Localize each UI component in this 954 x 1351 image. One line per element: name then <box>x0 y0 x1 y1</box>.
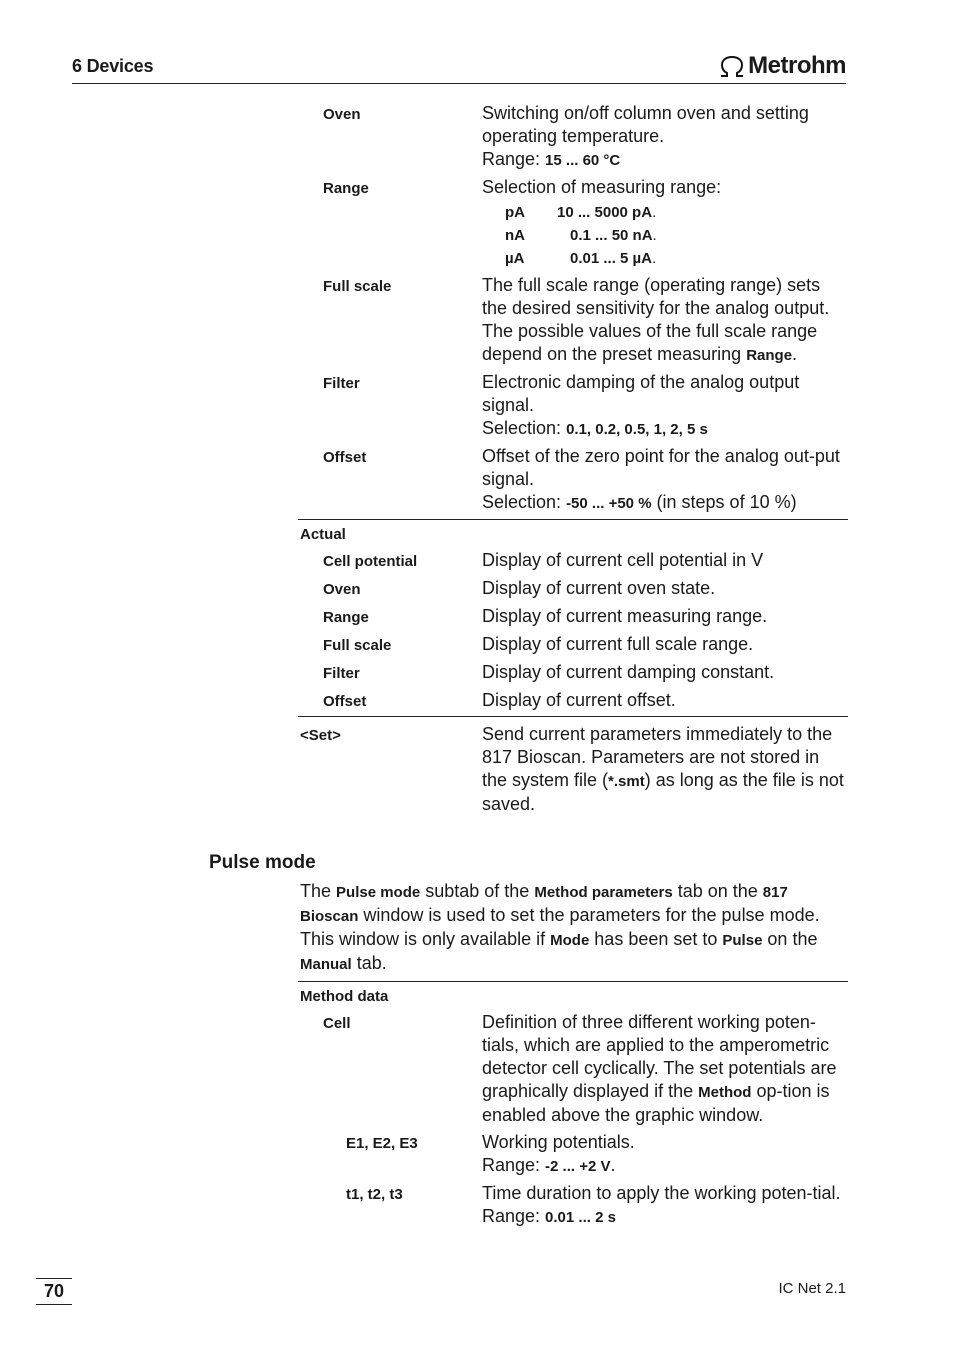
term-full-scale: Full scale <box>323 278 392 295</box>
desc-range: Selection of measuring range: <box>482 177 722 197</box>
term-actual-full-scale: Full scale <box>323 637 392 654</box>
term-set: <Set> <box>300 727 341 744</box>
term-oven: Oven <box>323 106 361 123</box>
range-values-ua: 0.01 ... 5 µA. <box>570 250 657 267</box>
product-name: IC Net 2.1 <box>778 1280 846 1297</box>
term-actual-cell-potential: Cell potential <box>323 553 418 570</box>
desc-actual-cell-potential: Display of current cell potential in V <box>482 550 764 570</box>
section-title: 6 Devices <box>72 56 154 76</box>
range-unit-ua: µA <box>505 250 525 267</box>
term-offset: Offset <box>323 449 367 466</box>
term-t1-t2-t3: t1, t2, t3 <box>346 1186 403 1203</box>
pulse-mode-paragraph: The Pulse mode subtab of the Method parameters tab on the 817 Bioscan window is used to set the parameters for the pulse mode. This window is only available if Mode has been set to Pulse on the Manual tab. <box>300 881 820 973</box>
term-range: Range <box>323 180 369 197</box>
range-unit-na: nA <box>505 227 525 244</box>
section-heading-pulse-mode: Pulse mode <box>209 852 316 873</box>
term-actual-filter: Filter <box>323 665 360 682</box>
desc-set: Send current parameters immediately to the 817 Bioscan. Parameters are not stored in the system file (*.smt) as long as the file is not saved. <box>482 724 844 814</box>
desc-t1-t2-t3: Time duration to apply the working poten-tial. Range: 0.01 ... 2 s <box>482 1183 841 1226</box>
logo-text: Metrohm <box>748 52 846 79</box>
desc-actual-offset: Display of current offset. <box>482 690 676 710</box>
range-values-pa: 10 ... 5000 pA. <box>557 204 657 221</box>
term-actual-range: Range <box>323 609 369 626</box>
range-unit-pa: pA <box>505 204 525 221</box>
range-values-na: 0.1 ... 50 nA. <box>570 227 657 244</box>
term-actual-oven: Oven <box>323 581 361 598</box>
desc-actual-filter: Display of current damping constant. <box>482 662 775 682</box>
term-cell: Cell <box>323 1015 351 1032</box>
desc-offset: Offset of the zero point for the analog out-put signal. Selection: -50 ... +50 % (in steps of 10 %) <box>482 446 840 512</box>
actual-heading: Actual <box>300 526 346 543</box>
metrohm-logo <box>718 52 846 80</box>
divider-method-data <box>298 981 848 982</box>
page-number: 70 <box>36 1278 72 1305</box>
desc-oven: Switching on/off column oven and setting operating temperature. Range: 15 ... 60 °C <box>482 103 809 169</box>
method-data-heading: Method data <box>300 988 389 1005</box>
desc-actual-range: Display of current measuring range. <box>482 606 768 626</box>
desc-filter: Electronic damping of the analog output signal. Selection: 0.1, 0.2, 0.5, 1, 2, 5 s <box>482 372 800 438</box>
divider-set <box>298 716 848 717</box>
desc-e1-e2-e3: Working potentials. Range: -2 ... +2 V. <box>482 1132 635 1175</box>
desc-cell: Definition of three different working poten-tials, which are applied to the amperometric detector cell cyclically. The set potentials are graphically displayed if the Method op-tion is enabled above the graphic window. <box>482 1012 837 1125</box>
omega-icon <box>718 54 746 78</box>
desc-actual-full-scale: Display of current full scale range. <box>482 634 754 654</box>
term-filter: Filter <box>323 375 360 392</box>
desc-actual-oven: Display of current oven state. <box>482 578 716 598</box>
divider-actual <box>298 519 848 520</box>
term-actual-offset: Offset <box>323 693 367 710</box>
term-e1-e2-e3: E1, E2, E3 <box>346 1135 418 1152</box>
desc-full-scale: The full scale range (operating range) sets the desired sensitivity for the analog output. The possible values of the full scale range depend on the preset measuring Range. <box>482 275 830 364</box>
header-rule <box>72 83 846 84</box>
